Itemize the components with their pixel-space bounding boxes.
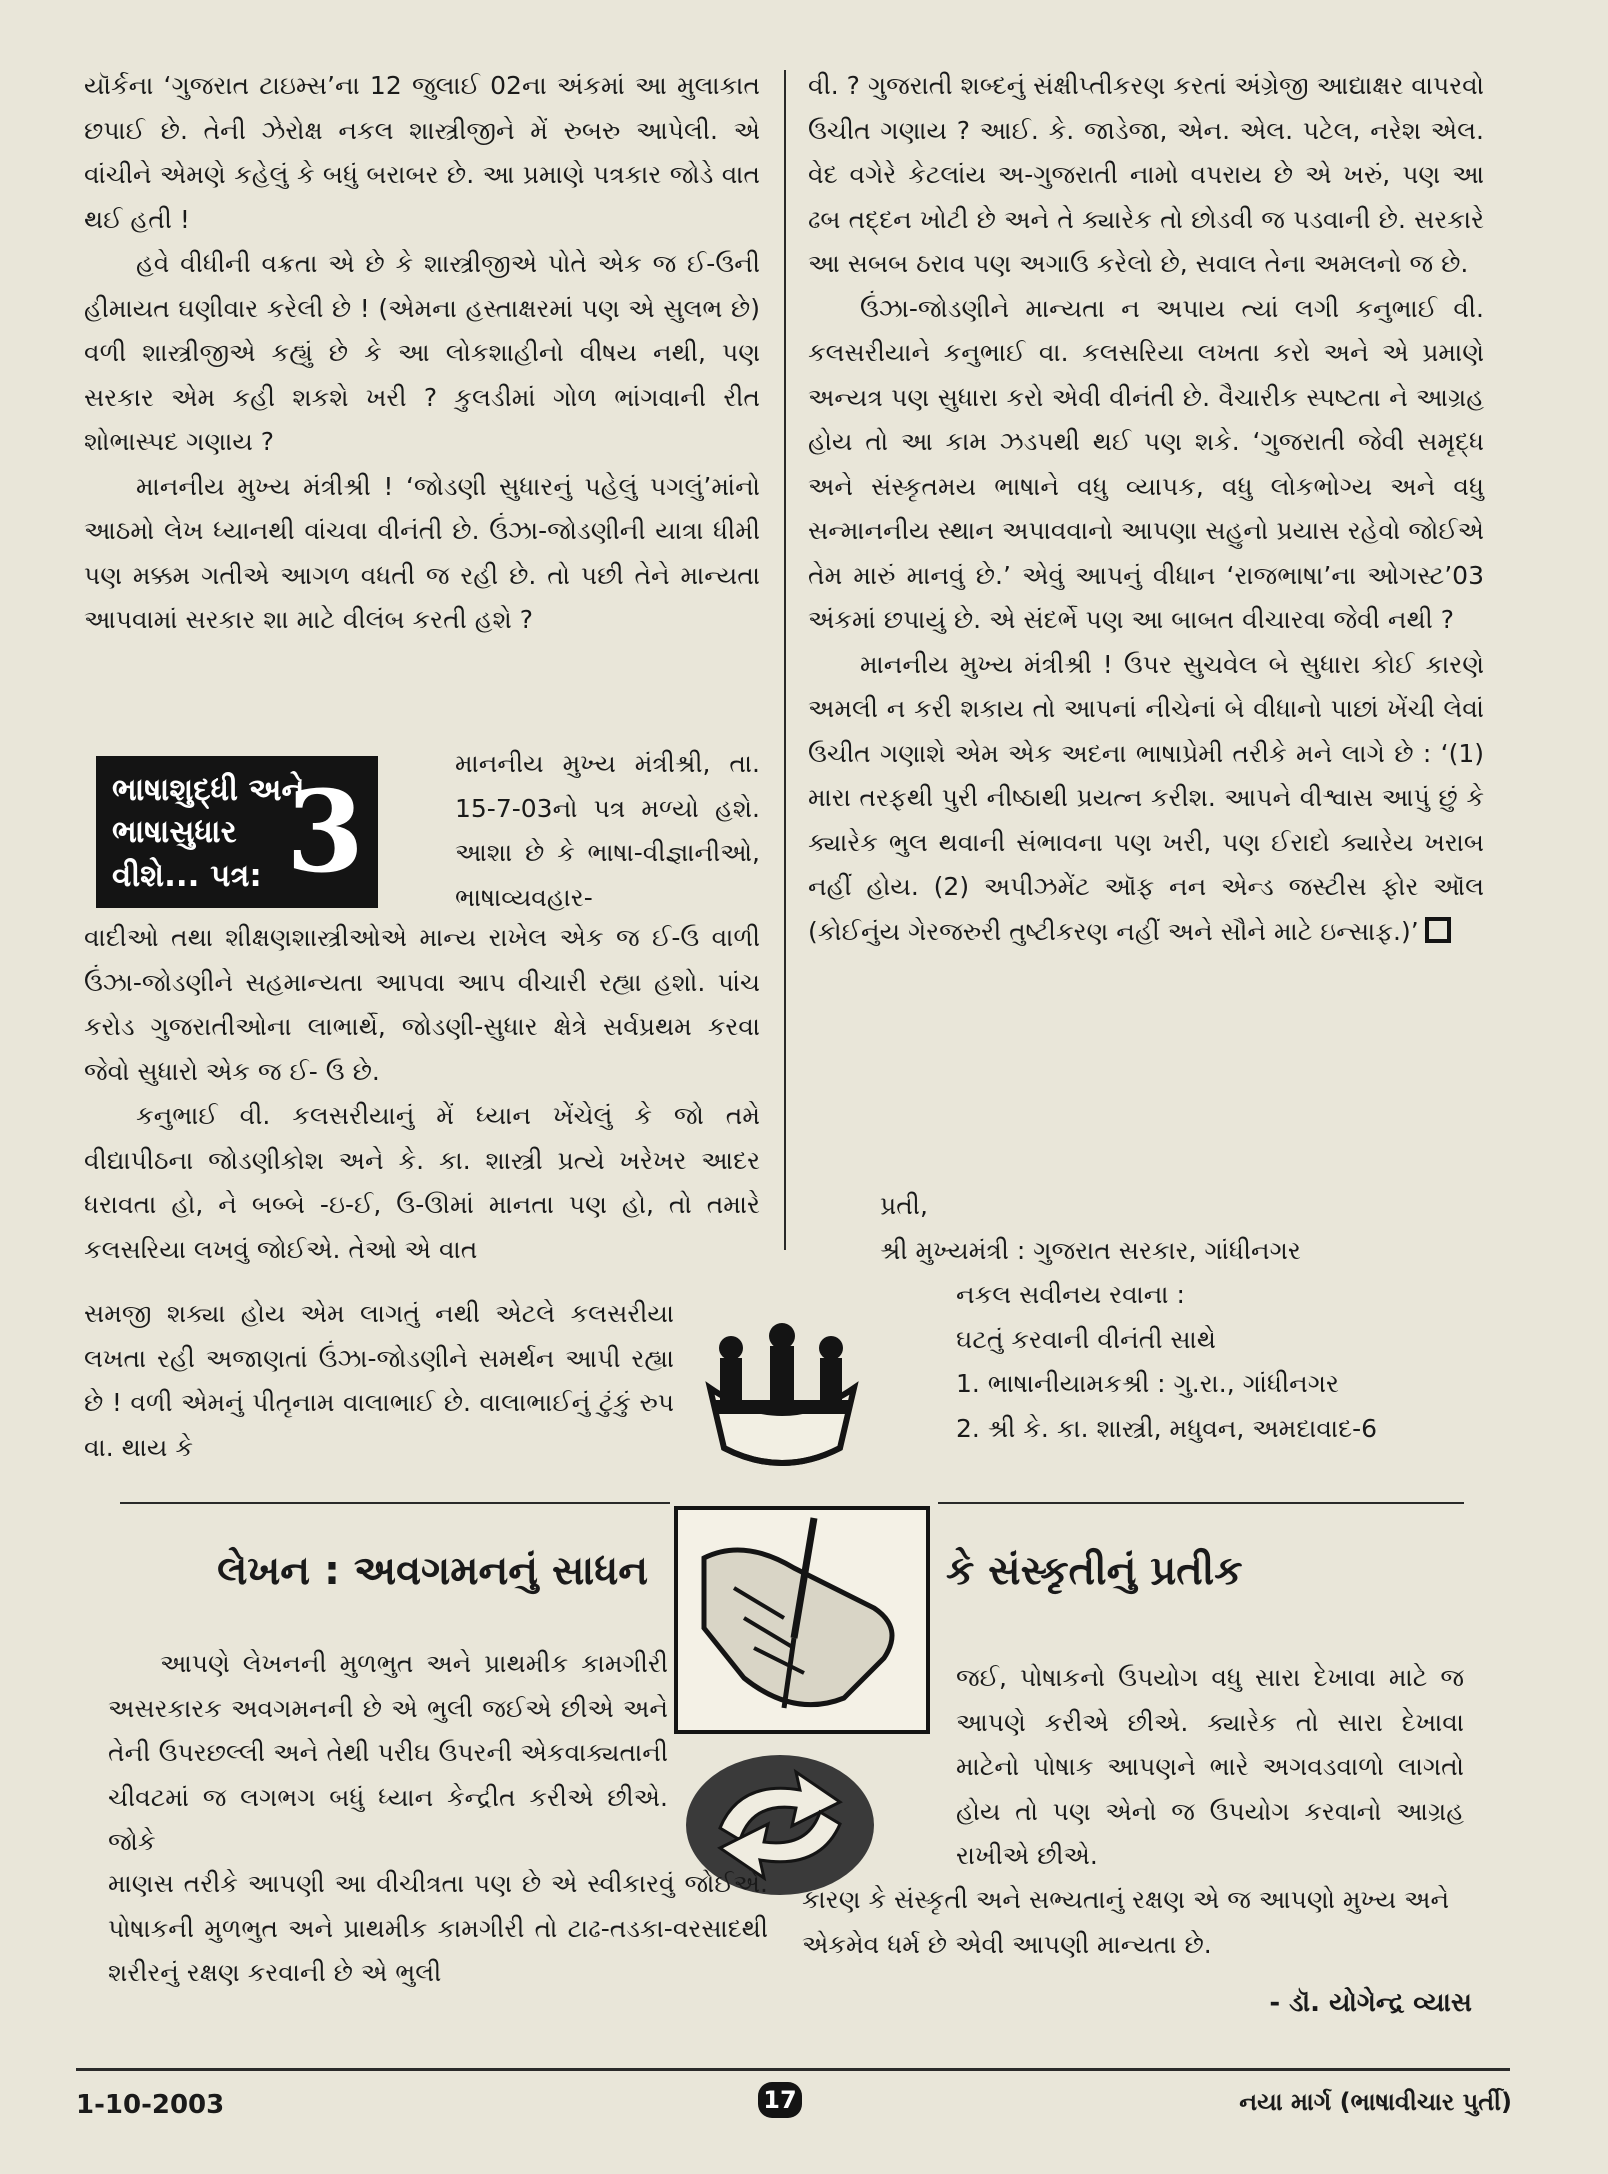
series-badge	[96, 756, 378, 908]
paragraph: વાદીઓ તથા શીક્ષણશાસ્ત્રીઓએ માન્ય રાખેલ એક જ ઈ-ઉ વાળી ઉંઝા-જોડણીને સહમાન્યતા આપવા આપ વીચારી રહ્યા હશો. પાંચ કરોડ ગુજરાતીઓના લાભાર્થે, જોડણી-સુધાર ક્ષેત્રે સર્વપ્રથમ કરવા જેવો સુધારો એક જ ઈ- ઉ છે.	[84, 923, 760, 1086]
author-byline: - ડૉ. યોગેન્દ્ર વ્યાસ	[1269, 1988, 1472, 2018]
badge-line: ભાષાસુધાર	[112, 814, 237, 850]
paragraph: યૉર્કના ‘ગુજરાત ટાઇમ્સ’ના 12 જુલાઈ 02ના અંકમાં આ મુલાકાત છપાઈ છે. તેની ઝેરોક્ષ નકલ શાસ્ત્રીજીને મેં રુબરુ આપેલી. એ વાંચીને એમણે કહેલું કે બધું બરાબર છે. આ પ્રમાણે પત્રકાર જોડે વાત થઈ હતી !	[84, 71, 760, 234]
salutation: પ્રતી,	[880, 1191, 928, 1220]
badge-number: 3	[286, 767, 364, 898]
paragraph: વી. ? ગુજરાતી શબ્દનું સંક્ષીપ્તીકરણ કરતાં અંગ્રેજી આદ્યાક્ષર વાપરવો ઉચીત ગણાય ? આઈ. કે. જાડેજા, એન. એલ. પટેલ, નરેશ એલ. વેદ વગેરે કેટલાંય અ-ગુજરાતી નામો વપરાય છે એ ખરું, પણ આ ઢબ તદ્દન ખોટી છે અને તે ક્યારેક તો છોડવી જ પડવાની છે. સરકારે આ સબબ ઠરાવ પણ અગાઉ કરેલો છે, સવાલ તેના અમલનો જ છે.	[808, 71, 1484, 278]
letter-closing	[880, 1184, 1377, 1451]
badge-line: ભાષાશુદ્ધી અને	[112, 772, 305, 808]
hand-writing-pen-icon	[674, 1498, 930, 1734]
section-rule	[938, 1502, 1464, 1504]
paragraph: જઈ, પોષાકનો ઉપયોગ વધુ સારા દેખાવા માટે જ આપણે કરીએ છીએ. ક્યારેક તો સારા દેખાવા માટેનો પોષાક આપણને ભારે અગવડવાળો લાગતો હોય તો પણ એનો જ ઉપયોગ કરવાનો આગ્રહ રાખીએ છીએ.	[956, 1663, 1464, 1870]
article-left-narrow	[108, 1642, 668, 1865]
crown-icon	[690, 1318, 874, 1482]
headline-left: લેખન : અવગમનનું સાધન	[217, 1548, 648, 1594]
copy-line: નકલ સવીનય રવાના :	[956, 1280, 1185, 1309]
paragraph: ઉંઝા-જોડણીને માન્યતા ન અપાય ત્યાં લગી કનુભાઈ વી. કલસરીયાને કનુભાઈ વા. કલસરિયા લખતા કરો અને એ પ્રમાણે અન્યત્ર પણ સુધારા કરો એવી વીનંતી છે. વૈચારીક સ્પષ્ટતા ને આગ્રહ હોય તો આ કામ ઝડપથી થઈ પણ શકે. ‘ગુજરાતી જેવી સમૃદ્ધ અને સંસ્કૃતમય ભાષાને વધુ વ્યાપક, વધુ લોકભોગ્ય અને વધુ સન્માનનીય સ્થાન અપાવવાનો આપણા સહુનો પ્રયાસ રહેવો જોઈએ તેમ મારું માનવું છે.’ એવું આપનું વીધાન ‘રાજભાષા’ના ઓગસ્ટ’03 અંકમાં છપાયું છે. એ સંદર્ભે પણ આ બાબત વીચારવા જેવી નથી ?	[808, 293, 1484, 634]
right-column	[808, 64, 1484, 954]
paragraph: કનુભાઈ વી. કલસરીયાનું મેં ધ્યાન ખેંચેલું કે જો તમે વીદ્યાપીઠના જોડણીકોશ અને કે. કા. શાસ્ત્રી પ્રત્યે ખરેખર આદર ધરાવતા હો, ને બબ્બે -ઇ-ઈ, ઉ-ઊમાં માનતા પણ હો, તો તમારે કલસરિયા લખવું જોઈએ. તેઓ એ વાત	[84, 1101, 760, 1264]
section-rule	[120, 1502, 670, 1504]
paragraph: હવે વીધીની વક્રતા એ છે કે શાસ્ત્રીજીએ પોતે એક જ ઈ-ઉની હીમાયત ઘણીવાર કરેલી છે ! (એમના હસ્તાક્ષરમાં પણ એ સુલભ છે) વળી શાસ્ત્રીજીએ કહ્યું છે કે આ લોકશાહીનો વીષય નથી, પણ સરકાર એમ કહી શકશે ખરી ? કુલડીમાં ગોળ ભાંગવાની રીત શોભાસ્પદ ગણાય ?	[84, 249, 760, 456]
page-number: 17	[758, 2082, 802, 2118]
issue-date: 1-10-2003	[76, 2090, 225, 2120]
headline-right: કે સંસ્કૃતીનું પ્રતીક	[946, 1548, 1243, 1594]
footer-rule	[76, 2068, 1510, 2071]
left-column	[84, 64, 760, 643]
paragraph: કારણ કે સંસ્કૃતી અને સભ્યતાનું રક્ષણ એ જ આપણો મુખ્ય અને એકમેવ ધર્મ છે એવી આપણી માન્યતા છે.	[802, 1885, 1450, 1959]
paragraph: સમજી શક્યા હોય એમ લાગતું નથી એટલે કલસરીયા લખતા રહી અજાણતાં ઉંઝા-જોડણીને સમર્થન આપી રહ્યા છે ! વળી એમનું પીતૃનામ વાલાભાઈ છે. વાલાભાઈનું ટુંકું રુપ વા. થાય કે	[84, 1299, 674, 1462]
article-left-wide	[108, 1862, 768, 1996]
request-line: ઘટતું કરવાની વીનંતી સાથે	[956, 1324, 1216, 1354]
crown-wrapped-text	[84, 1292, 674, 1470]
end-mark-icon	[1425, 917, 1451, 943]
recipient: શ્રી મુખ્યમંત્રી : ગુજરાત સરકાર, ગાંધીનગર	[880, 1235, 1301, 1265]
paragraph: માનનીય મુખ્ય મંત્રીશ્રી, તા. 15-7-03નો પત્ર મળ્યો હશે. આશા છે કે ભાષા-વીજ્ઞાનીઓ, ભાષાવ્યવહાર-	[455, 749, 760, 912]
article-right-wide	[802, 1878, 1464, 1967]
badge-line: વીશે... પત્ર:	[112, 858, 262, 894]
left-column-continued	[84, 916, 760, 1272]
cc-item: 2. શ્રી કે. કા. શાસ્ત્રી, મધુવન, અમદાવાદ-6	[956, 1413, 1378, 1443]
letter-opening	[455, 742, 760, 920]
article-right-narrow	[956, 1656, 1464, 1879]
paragraph: માણસ તરીકે આપણી આ વીચીત્રતા પણ છે એ સ્વીકારવું જોઈએ. પોષાકની મુળભુત અને પ્રાથમીક કામગીરી તો ટાઢ-તડકા-વરસાદથી શરીરનું રક્ષણ કરવાની છે એ ભુલી	[108, 1869, 768, 1987]
paragraph-text: માનનીય મુખ્ય મંત્રીશ્રી ! ઉપર સુચવેલ બે સુધારા કોઈ કારણે અમલી ન કરી શકાય તો આપનાં નીચેનાં બે વીધાનો પાછાં ખેંચી લેવાં ઉચીત ગણાશે એમ એક અદના ભાષાપ્રેમી તરીકે મને લાગે છે : ‘(1) મારા તરફથી પુરી નીષ્ઠાથી પ્રયત્ન કરીશ. આપને વીશ્વાસ આપું છું કે ક્યારેક ભુલ થવાની સંભાવના પણ ખરી, પણ ઈરાદો ક્યારેય ખરાબ નહીં હોય. (2) અપીઝમેંટ ઑફ નન એન્ડ જસ્ટીસ ફોર ઑલ (કોઈનુંય ગેરજરુરી તુષ્ટીકરણ નહીં અને સૌને માટે ઇન્સાફ.)’	[808, 649, 1484, 946]
paragraph: આપણે લેખનની મુળભુત અને પ્રાથમીક કામગીરી અસરકારક અવગમનની છે એ ભુલી જઈએ છીએ અને તેની ઉપરછલ્લી અને તેથી પરીઘ ઉપરની એકવાક્યતાની ચીવટમાં જ લગભગ બધું ધ્યાન કેન્દ્રીત કરીએ છીએ. જોકે	[108, 1649, 668, 1856]
publication-title: નયા માર્ગ (ભાષાવીચાર પુર્તી)	[1239, 2088, 1512, 2116]
paragraph: માનનીય મુખ્ય મંત્રીશ્રી ! ‘જોડણી સુધારનું પહેલું પગલું’માંનો આઠમો લેખ ધ્યાનથી વાંચવા વીનંતી છે. ઉંઝા-જોડણીની યાત્રા ધીમી પણ મક્કમ ગતીએ આગળ વધતી જ રહી છે. તો પછી તેને માન્યતા આપવામાં સરકાર શા માટે વીલંબ કરતી હશે ?	[84, 471, 760, 634]
paragraph	[808, 643, 1484, 955]
cc-item: 1. ભાષાનીયામકશ્રી : ગુ.રા., ગાંધીનગર	[956, 1369, 1339, 1398]
column-divider	[784, 70, 786, 1250]
